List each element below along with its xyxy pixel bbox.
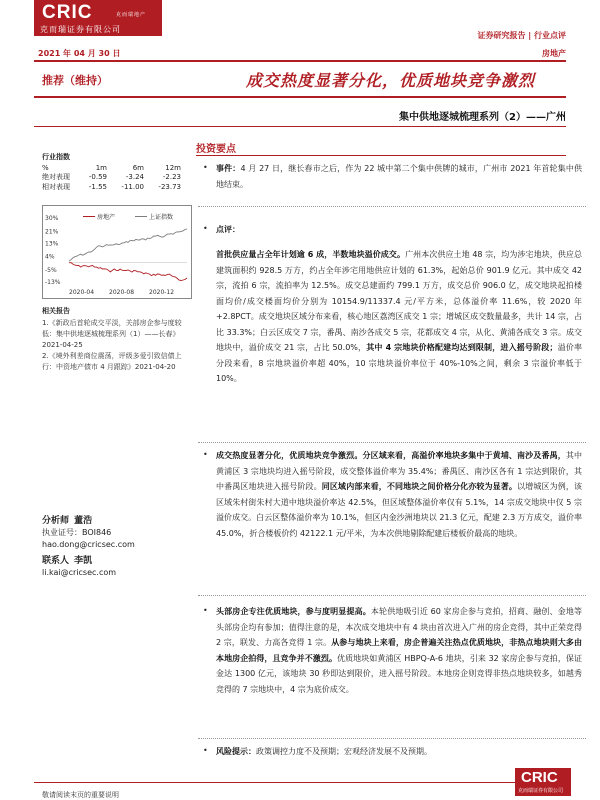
- paragraph-divergence: [216, 448, 582, 541]
- event-text: 4 月 27 日，继长春市之后，作为 22 城中第二个集中供牌的城市，广州市 2021 年首轮集中供地结束。: [216, 164, 583, 189]
- logo-company-name: 克而瑞证券有限公司: [40, 25, 121, 34]
- analyst-license: 执业证号：BOI846: [42, 528, 112, 537]
- related-report-item[interactable]: 1.《新政后首轮成交平淡，关部房企参与度较低：集中供地逐城梳理系列（1）——长春》2021-04-25: [42, 319, 182, 349]
- footer-logo: [515, 768, 571, 796]
- section-separator: [198, 442, 586, 443]
- points-divider: [196, 155, 566, 156]
- value-1m: -1.55: [88, 183, 107, 191]
- p1-body: 广州本次供应土地 48 宗，均为涉宅地块，供应总建筑面积约 928.5 万方，约占全年涉宅用地供应计划的 61.3%，起始总价 901.9 亿元。其中成交 42 宗，流拍 6 宗，流拍率为 12.5%。成交总建面约 799.1 万方，成交总价 906.0 亿，成交地块起拍楼面均价/成交楼面均价分别为 10154.9/11337.4 元/平方米，总体溢价率 11.6%，较 2020 年+2.8PCT。成交地块区域分布来看，核心地区荔湾区成交 1 宗；增城区成交数量最多，共计 14 宗，占比 33.3%；白云区成交 7 宗，番禺、南沙各成交 5 宗，花都成交 4 宗，从化、黄浦各成交 3 宗。成交地块中，溢价成交 21 宗，占比 50.0%，: [216, 250, 583, 352]
- series-subtitle: 集中供地逐城梳理系列（2）——广州: [399, 112, 566, 123]
- analyst-info: [42, 515, 135, 579]
- headline: 成交热度显著分化，优质地块竞争激烈: [246, 71, 536, 90]
- report-type: 证券研究报告 | 行业点评: [477, 31, 566, 40]
- footer-logo-sub: 克而瑞证券有限公司: [518, 788, 564, 794]
- risk-paragraph: [216, 744, 582, 760]
- bullet-icon: •: [203, 746, 208, 755]
- index-chart: [42, 205, 192, 299]
- p2-lead2: 同区域内部来看，不同地块之间价格分化亦较为显著。: [321, 482, 518, 491]
- performance-row-relative: [42, 182, 184, 192]
- y-tick-label: 21%: [45, 228, 59, 236]
- p3-body: 本轮供地吸引近 60 家房企参与竞拍，招商、融创、金地等头部房企均有参加；值得注意的是，本次成交地块中有 4 块由首次进入广州的房企竞得，其中正荣竞得 2 宗，联发、力高各竞得 1 宗。: [216, 607, 582, 647]
- performance-col-unit: %: [42, 163, 49, 172]
- related-report-item[interactable]: 2.《境外利差商位震荡，评级多爱引致信债上行：中资地产债市 4 月跟踪》2021-04-20: [42, 352, 182, 371]
- event-label: 事件：: [216, 164, 241, 173]
- p2-body2: 以增城区为例，该区域朱村街朱村大道中地块溢价率达 42.5%，但区域整体溢价率仅有 5.1%，14 宗成交地块中仅 5 宗溢价成交。白云区整体溢价率为 10.1%，但区内金沙洲地块以 21.3 亿元，配建 2.3 万方成交，溢价率 45.0%，折合楼板价约 42122.1 元/平米，为本次供地剔除配建后楼板价最高的地块。: [216, 482, 583, 538]
- p1-body2: 溢价率分段来看，8 宗地块溢价率超 40%，10 宗地块溢价率位于 40%-10%之间，剩余 3 宗溢价率低于 10%。: [216, 343, 583, 383]
- analyst-email[interactable]: hao.dong@cricsec.com: [42, 540, 135, 549]
- p3-lead: 头部房企专注优质地块，参与度明显提高。: [216, 607, 371, 616]
- x-tick-label: 2020-08: [109, 289, 135, 296]
- series-line: [69, 229, 187, 261]
- x-tick-label: 2020-12: [149, 289, 175, 296]
- y-tick-label: 13%: [45, 240, 59, 248]
- p3-body2: 优质地块如黄浦区 HBPQ-A-6 地块，引来 32 家房企参与竞拍，保证金达 1300 亿元，该地块 30 秒即达到限价，进入摇号阶段。本地房企则竞得非热点地块较多，如越秀竞得的 7 宗地块中，4 宗为底价成交。: [216, 653, 582, 694]
- series-line: [69, 263, 187, 281]
- header-divider: [34, 60, 566, 62]
- p1-lead2: 其中 4 宗地块价格配建均达到限制，进入摇号阶段；: [366, 343, 558, 352]
- footer-logo-text: CRIC: [521, 769, 558, 786]
- y-tick-label: -5%: [45, 267, 57, 275]
- performance-header-row: [42, 163, 184, 172]
- performance-row-absolute: [42, 172, 184, 182]
- investment-points-title: 投资要点: [196, 144, 236, 155]
- value-12m: -2.23: [162, 173, 181, 181]
- section-separator: [198, 595, 586, 596]
- performance-table: [42, 163, 184, 192]
- footer-disclaimer: 敬请阅读末页的重要说明: [42, 791, 119, 799]
- p1-lead: 首批供应量占全年计划逾 6 成，半数地块溢价成交。: [216, 250, 406, 259]
- y-tick-label: -13%: [45, 279, 61, 286]
- related-reports-list: [42, 318, 192, 373]
- value-1m: -0.59: [88, 173, 107, 181]
- p2-body: 其中黄浦区 3 宗地块均进入摇号阶段，成交整体溢价率为 35.4%；番禺区、南沙区各有 1 宗达到限价，其中番禺区地块进入摇号阶段。: [216, 451, 582, 491]
- bullet-icon: •: [203, 224, 208, 233]
- bullet-icon: •: [203, 606, 208, 615]
- report-date: 2021 年 04 月 30 日: [38, 49, 121, 58]
- x-tick-label: 2020-04: [69, 289, 95, 296]
- performance-col-12m: 12m: [165, 163, 181, 172]
- sector-tag: 房地产: [542, 49, 566, 58]
- analyst-name: 董浩: [74, 516, 93, 526]
- contact-role: 联系人: [42, 556, 70, 566]
- headline-divider: [34, 96, 566, 98]
- footer-divider: [34, 782, 530, 783]
- subtitle-divider: [34, 126, 566, 127]
- risk-text: 政策调控力度不及预期；宏观经济发展不及预期。: [256, 747, 432, 756]
- chart-plot: [43, 206, 191, 298]
- row-label: 绝对表现: [42, 173, 70, 181]
- p2-lead: 成交热度显著分化，优质地块竞争激烈。分区域来看，高溢价率地块多集中于黄埔、南沙及番禺，: [216, 451, 566, 460]
- related-reports-title: 相关报告: [42, 307, 70, 315]
- y-tick-label: 30%: [45, 215, 59, 222]
- performance-col-1m: 1m: [95, 163, 107, 172]
- section-separator: [198, 738, 586, 739]
- p3-lead2: 从参与地块上来看，房企普遍关注热点优质地块，非热点地块则大多由本地房企拍得，且竞争并不激烈。: [216, 638, 582, 663]
- analyst-role: 分析师: [42, 516, 70, 526]
- performance-title: 行业指数: [42, 153, 70, 161]
- rating: 推荐（维持）: [42, 74, 108, 87]
- paragraph-supply: [216, 247, 582, 387]
- bullet-icon: •: [203, 450, 208, 459]
- logo-tagline: 克而瑞地产: [116, 12, 147, 18]
- company-logo: [34, 0, 162, 36]
- event-paragraph: [216, 161, 582, 192]
- legend-label: 房地产: [97, 214, 116, 221]
- value-6m: -11.00: [121, 183, 144, 191]
- row-label: 相对表现: [42, 183, 70, 191]
- value-6m: -3.24: [125, 173, 144, 181]
- contact-email[interactable]: li.kai@cricsec.com: [42, 568, 117, 577]
- comment-label-text: 点评：: [216, 225, 240, 234]
- contact-name: 李凯: [74, 556, 93, 566]
- y-tick-label: 4%: [45, 253, 55, 261]
- performance-col-6m: 6m: [132, 163, 144, 172]
- value-12m: -23.73: [158, 183, 181, 191]
- comment-label: [216, 222, 582, 238]
- bullet-icon: •: [203, 163, 208, 172]
- legend-label: 上证指数: [149, 214, 174, 221]
- risk-label: 风险提示：: [216, 747, 256, 756]
- logo-text: CRIC: [42, 2, 93, 23]
- paragraph-developers: [216, 604, 582, 697]
- section-separator: [198, 206, 586, 207]
